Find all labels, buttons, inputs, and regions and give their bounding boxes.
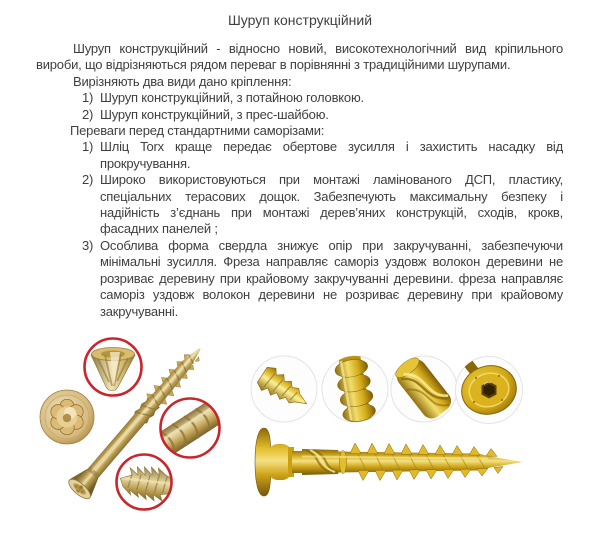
advantages-heading: Переваги перед стандартними саморізами: [70,123,325,139]
intro-paragraph: Шуруп конструкційний - відносно новий, високотехнологічний вид кріпильного вироби, що відрізняються рядом переваг в порівнянні з традиційними шурупами. [36,41,563,73]
list-item-text: Шуруп конструкційний, з потайною головкою. [100,90,364,106]
cutter-detail-view [391,353,457,422]
list-item-number: 2) [82,106,94,122]
torx-head-top-view [40,390,94,444]
wafer-head-screw [255,428,523,496]
list-item-number: 3) [82,237,94,253]
page-title: Шуруп конструкційний [227,12,373,28]
list-item-text: Шліц Torx краще передає обертове зусилля і захистить насадку від прокручування. [100,139,563,171]
countersunk-screw-figure [25,330,235,546]
advantages-list [36,139,563,319]
types-list [36,90,563,123]
head-detail-callout [85,339,142,396]
wafer-head-screw-figure [248,350,533,525]
list-item [36,238,563,320]
list-item-text: Широко використовуються при монтажі ламінованого ДСП, пластику, спеціальних терасових дощок. Забезпечують максимальну безпеку і надійність з’єднань при монтажі дерев’яних конструкцій, сходів, крокв, фасадних панелей ; [100,172,563,237]
thread-detail-view [322,353,388,426]
list-item [36,172,563,238]
list-item-number: 1) [82,90,94,106]
thread-detail-callout [151,396,229,459]
list-item [36,139,563,172]
list-item-text: Особлива форма свердла знижує опір при закручуванні, забезпечуючи мінімальні зусилля. Фреза направляє саморіз уздовж волокон деревини не розриває деревину при крайовому закручуванні деревини. фреза направляє саморіз уздовж волокон деревини не розриває деревину при крайовому закручуванні. [100,237,563,319]
head-top-detail-view [456,350,523,424]
tip-detail-callout [117,455,176,510]
document-body [36,41,563,320]
list-item-number: 1) [82,139,94,155]
tip-detail-view [251,356,317,422]
product-figures [0,330,600,546]
list-item [36,107,563,123]
list-item-text: Шуруп конструкційний, з прес-шайбою. [100,106,329,122]
list-item [36,90,563,106]
list-item-number: 2) [82,172,94,188]
types-heading: Вирізняють два види дано кріплення: [73,73,292,89]
